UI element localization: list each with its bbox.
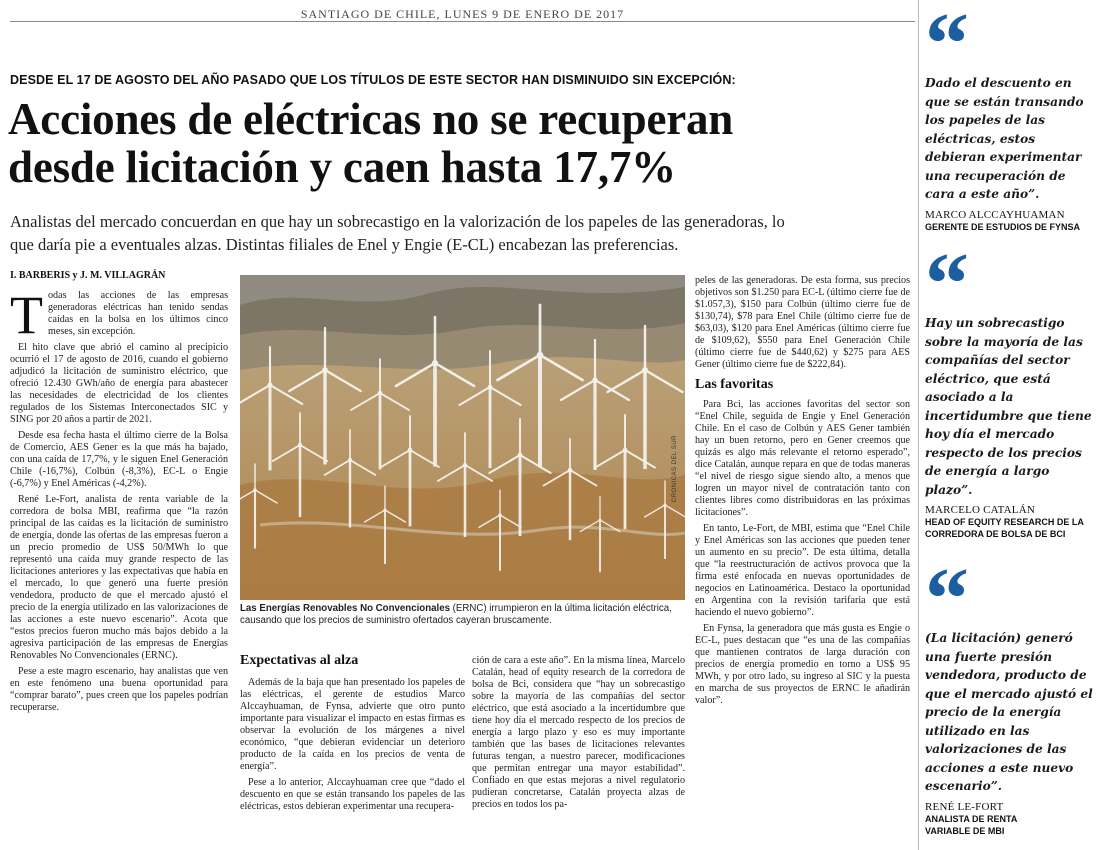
quote-text: Hay un sobrecastigo sobre la mayoría de las compañías del sector eléctrico, que está asociado a la incertidumbre que tiene hoy día el mercado respecto de los precios de energía a largo plazo”.	[925, 316, 1092, 497]
wind-farm-photo	[240, 275, 685, 600]
kicker: DESDE EL 17 DE AGOSTO DEL AÑO PASADO QUE LOS TÍTULOS DE ESTE SECTOR HAN DISMINUIDO SIN EXCEPCIÓN:	[10, 73, 736, 87]
quote-role-line: VARIABLE DE MBI	[925, 825, 1005, 836]
headline-line: desde licitación y caen hasta 17,7%	[8, 142, 676, 192]
paragraph: En Fynsa, la generadora que más gusta es Engie o EC-L, pues destacan que “es una de las compañías que mantienen contratos de larga duración con precios de energía promedio en torno a US$ 95 MWh, y por otro lado, su ingreso al SIC y la puesta en marcha de sus proyectos de ERNC le añadirán valor”.	[695, 623, 910, 706]
paragraph: Además de la baja que han presentado los papeles de las eléctricas, el gerente de estudios Marco Alccayhuaman, de Fynsa, advierte que otro punto importante para visualizar el impacto en estas firmas es observar la evolución de los márgenes a nivel económico, “que debieran evidenciar un deterioro producto de la caída en los precios de venta de energía”.	[240, 677, 465, 772]
quote-text: Dado el descuento en que se están transando los papeles de las eléctricas, estos debieran experimentar una recuperación de cara a este año”.	[925, 76, 1084, 201]
deck-line: que daría pie a eventuales alzas. Distintas filiales de Enel y Engie (E-CL) encabezan las preferencias.	[10, 235, 679, 254]
quote-mark-icon: “	[925, 551, 963, 648]
pull-quote	[925, 236, 1097, 540]
paragraph: Pese a lo anterior, Alccayhuaman cree que “dado el descuento en que se están transando los papeles de las eléctricas, estos debieran experimentar una recupera-	[240, 777, 465, 812]
quote-role	[925, 813, 1097, 837]
caption-bold: Las Energías Renovables No Convencionales	[240, 603, 450, 614]
photo-caption	[240, 603, 685, 627]
pull-quote	[925, 0, 1097, 233]
quote-text: (La licitación) generó una fuerte presión vendedora, producto de que el mercado ajustó el precio de la energía utilizado en las valorizaciones de las acciones a este nuevo escenario”.	[925, 631, 1093, 793]
wind-turbines-illustration	[240, 275, 685, 600]
subheading: Expectativas al alza	[240, 653, 359, 668]
caption-text: (ERNC) irrumpieron en la última licitación eléctrica, causando que los precios de suministro ofertados cayeran bruscamente.	[240, 603, 672, 626]
dateline: SANTIAGO DE CHILE, LUNES 9 DE ENERO DE 2017	[10, 0, 915, 22]
quote-role	[925, 516, 1097, 540]
quote-mark-icon: “	[925, 236, 963, 333]
deck	[10, 210, 915, 256]
paragraph: Para Bci, las acciones favoritas del sector son “Enel Chile, seguida de Engie y Enel Generación Chile. En el caso de Colbún y AES Gener también hay un buen retorno, pero en Gener creemos que quizás es algo más relevante el retorno esperado”, dice Catalán, aunque repara en que de todas maneras “el nivel de riesgo sigue siendo alto, a menos que logren un mayor nivel de contratación tanto con clientes libres como distribuidoras en las próximas licitaciones”.	[695, 399, 910, 518]
body-column-3	[472, 655, 685, 815]
quote-mark-icon: “	[925, 0, 963, 93]
quote-role-line: HEAD OF EQUITY RESEARCH DE LA	[925, 517, 1084, 527]
paragraph	[10, 285, 228, 345]
subheading: Las favoritas	[695, 377, 774, 392]
body-column-4	[695, 275, 910, 711]
quote-role-line: ANALISTA DE RENTA	[925, 813, 1018, 824]
quote-role-line: CORREDORA DE BOLSA DE BCI	[925, 529, 1066, 539]
pull-quote	[925, 551, 1097, 837]
quote-author: RENÉ LE-FORT	[925, 800, 1004, 813]
paragraph: Pese a este magro escenario, hay analistas que ven en este fenómeno una buena oportunidad para “comprar barato”, pues creen que los papeles podrían recuperarse.	[10, 666, 228, 713]
deck-line: Analistas del mercado concuerdan en que hay un sobrecastigo en la valorización de los papeles de las generadoras, lo	[10, 212, 785, 231]
quote-author: MARCO ALCCAYHUAMAN	[925, 208, 1065, 221]
body-column-1	[10, 285, 228, 718]
headline-line: Acciones de eléctricas no se recuperan	[8, 94, 734, 144]
paragraph-text: odas las acciones de las empresas generadoras eléctricas han tenido sendas caídas en la bolsa en los últimos cinco meses, sin excepción.	[48, 290, 228, 337]
paragraph: ción de cara a este año”. En la misma línea, Marcelo Catalán, head of equity research de la corredora de bolsa de Bci, considera que “hay un sobrecastigo sobre la mayoría de las compañías del sector eléctrico, que está asociado a la incertidumbre que tiene hoy día el mercado respecto de los precios de energía a largo plazo y eso es muy importante también que las bases de licitaciones relevantes futuras tengan, a nuestro parecer, modificaciones que permitan entregar una mayor estabilidad”. Confiado en que estas mejoras a nivel regulatorio pudieran concretarse, Catalán proyecta alzas de precios en todos los pa-	[472, 655, 685, 810]
quote-role-line: GERENTE DE ESTUDIOS DE FYNSA	[925, 221, 1081, 232]
body-column-2	[240, 655, 465, 817]
headline	[8, 95, 913, 191]
paragraph: peles de las generadoras. De esta forma, sus precios objetivos son $1.250 para EC-L (último cierre fue de $1.057,3), $150 para Colbún (último cierre fue de $130,74), $78 para Enel Chile (último cierre fue de $63,03), $120 para Enel Américas (último cierre fue de $109,62), $550 para Enel Generación Chile (último cierre fue de $440,62) y $275 para AES Gener (último cierre fue de $222,84).	[695, 275, 910, 370]
byline: I. BARBERIS y J. M. VILLAGRÁN	[10, 270, 166, 281]
paragraph: En tanto, Le-Fort, de MBI, estima que “Enel Chile y Enel Américas son las acciones que pueden tener un aumento en su precio”. De esta última, detalla que “la reestructuración de activos provoca que la firma esté enfocada en nuevas oportunidades de negocios en Latinoamérica. Destaco la oportunidad en Argentina con la revisión tarifaria que está haciendo el nuevo gobierno”.	[695, 523, 910, 618]
paragraph: René Le-Fort, analista de renta variable de la corredora de bolsa MBI, reafirma que “la razón principal de las caídas es la licitación de suministro de energía, donde las ofertas de las empresas fueron a un precio promedio de US$ 50/MWh lo que representó una caída muy grande respecto de las licitaciones anteriores y las expectativas que había en el mercado, lo que generó una fuerte presión vendedora, producto de que el mercado ajustó el precio de la energía utilizado en las valorizaciones de las acciones a este nuevo escenario”. Acota que “estos precios fueron mucho más bajos debido a la agresiva participación de las empresas de Energías Renovables No Convencionales (ERNC).	[10, 494, 228, 661]
photo-credit: CRÓNICAS DEL SUR	[672, 435, 678, 503]
paragraph: Desde esa fecha hasta el último cierre de la Bolsa de Comercio, AES Gener es la que más ha bajado, con una caída de 17,7%, y le siguen Enel Generación Chile (-16,7%), Colbún (-8,3%), EC-L o Engie (-6,7%) y Enel Américas (-4,2%).	[10, 430, 228, 489]
dropcap: T	[10, 285, 43, 345]
quote-author: MARCELO CATALÁN	[925, 504, 1035, 516]
quote-role	[925, 221, 1097, 233]
sidebar-divider	[918, 0, 919, 850]
paragraph: El hito clave que abrió el camino al precipicio ocurrió el 17 de agosto de 2016, cuando el gobierno adjudicó la licitación de suministro eléctrico, que ofreció 12.430 GWh/año de energía para abastecer las necesidades de electricidad de los clientes regulados de los Sistemas Interconectados SIC y SING por 20 años a partir de 2021.	[10, 342, 228, 425]
